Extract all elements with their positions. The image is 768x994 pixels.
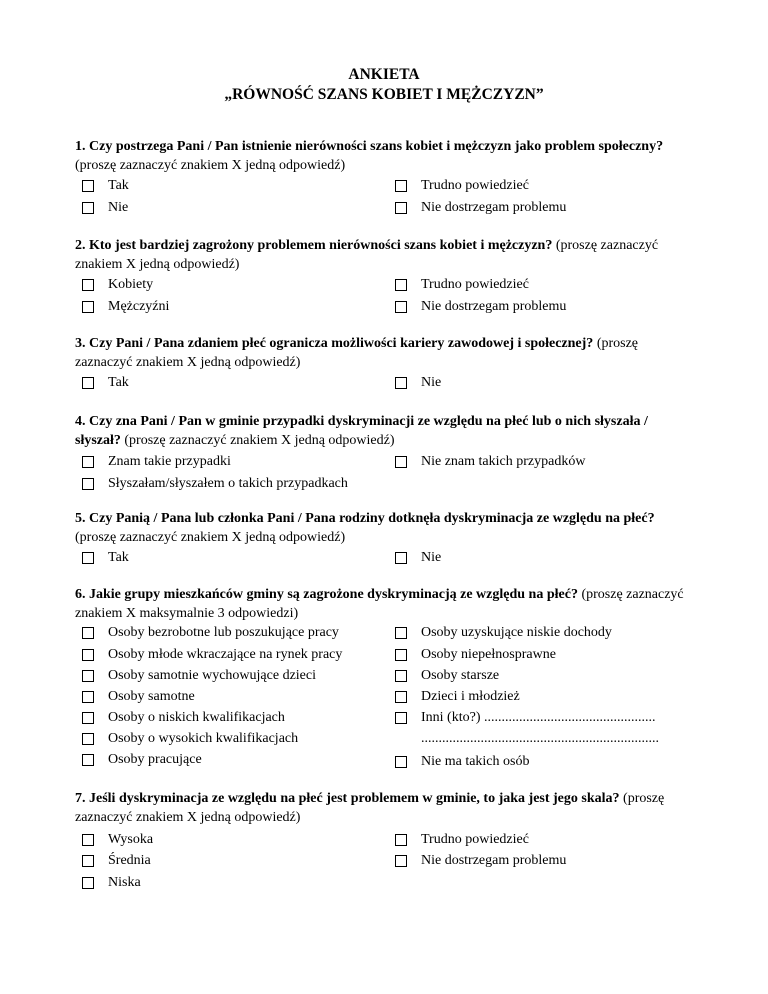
checkbox[interactable] [395,855,407,867]
question-5-text: 5. Czy Panią / Pana lub członka Pani / Pana rodziny dotknęła dyskryminacja ze względu na płeć? [75,511,655,526]
option-q1-nie[interactable] [82,199,128,217]
question-2-note: (proszę zaznaczyć znakiem X jedną odpowiedź) [75,238,659,272]
option-q7-wysoka[interactable] [82,831,153,849]
option-label: Nie [108,200,129,215]
checkbox[interactable] [82,202,94,214]
checkbox[interactable] [395,377,407,389]
checkbox[interactable] [82,478,94,490]
option-q5-tak[interactable] [82,549,129,567]
option-label: Osoby o wysokich kwalifikacjach [108,731,299,746]
checkbox[interactable] [395,649,407,661]
option-label: Tak [108,375,129,390]
option-label: Trudno powiedzieć [421,178,529,193]
option-label: Osoby bezrobotne lub poszukujące pracy [108,625,339,640]
option-label: Niska [108,875,141,890]
option-q6-wysokie-kwalifikacje[interactable] [82,730,298,748]
option-q6-bezrobotne[interactable] [82,624,339,642]
option-label: Osoby młode wkraczające na rynek pracy [108,647,343,662]
checkbox[interactable] [395,301,407,313]
checkbox[interactable] [395,180,407,192]
option-q6-inni[interactable] [395,709,655,727]
checkbox[interactable] [82,627,94,639]
option-q4-znam[interactable] [82,453,231,471]
checkbox[interactable] [82,180,94,192]
option-q3-nie[interactable] [395,374,441,392]
option-label: Osoby samotne [108,689,195,704]
checkbox[interactable] [82,456,94,468]
option-label: Nie dostrzegam problemu [421,299,567,314]
option-label: Inni (kto?) ................................................. [421,710,656,725]
option-q2-trudno[interactable] [395,276,529,294]
question-1-text: 1. Czy postrzega Pani / Pan istnienie nierówności szans kobiet i mężczyzn jako problem społeczny? [75,139,664,154]
option-q1-tak[interactable] [82,177,129,195]
question-1-note: (proszę zaznaczyć znakiem X jedną odpowiedź) [75,158,346,173]
option-q2-kobiety[interactable] [82,276,153,294]
survey-title: ANKIETA [348,66,420,83]
question-7-note: (proszę zaznaczyć znakiem X jedną odpowiedź) [75,791,665,825]
option-q6-samotnie-wychowujace[interactable] [82,667,316,685]
option-q7-srednia[interactable] [82,852,151,870]
option-q6-dzieci[interactable] [395,688,520,706]
option-label: Tak [108,178,129,193]
question-5-note: (proszę zaznaczyć znakiem X jedną odpowiedź) [75,530,346,545]
question-6-note: (proszę zaznaczyć znakiem X maksymalnie 3 odpowiedzi) [75,587,684,621]
question-5 [75,509,695,547]
option-label: Osoby pracujące [108,752,202,767]
option-label: Trudno powiedzieć [421,832,529,847]
checkbox[interactable] [82,855,94,867]
option-label: Wysoka [108,832,154,847]
option-label: Dzieci i młodzież [421,689,520,704]
option-label: Znam takie przypadki [108,454,231,469]
option-label: Kobiety [108,277,154,292]
question-4 [75,412,695,450]
checkbox[interactable] [82,670,94,682]
option-q6-niepelnosprawne[interactable] [395,646,556,664]
question-2-text: 2. Kto jest bardziej zagrożony problemem nierówności szans kobiet i mężczyzn? [75,238,553,253]
option-q6-samotne[interactable] [82,688,195,706]
option-label: Nie znam takich przypadków [421,454,586,469]
option-label: Nie dostrzegam problemu [421,200,567,215]
checkbox[interactable] [395,834,407,846]
option-q2-mezczyzni[interactable] [82,298,169,316]
checkbox[interactable] [82,649,94,661]
option-q3-tak[interactable] [82,374,129,392]
checkbox[interactable] [395,691,407,703]
option-label: Mężczyźni [108,299,170,314]
option-q7-niska[interactable] [82,874,141,892]
checkbox[interactable] [395,456,407,468]
checkbox[interactable] [395,670,407,682]
checkbox[interactable] [82,733,94,745]
option-q6-niskie-dochody[interactable] [395,624,612,642]
checkbox[interactable] [82,377,94,389]
option-label: Średnia [108,853,151,868]
question-3-text: 3. Czy Pani / Pana zdaniem płeć ogranicza możliwości kariery zawodowej i społecznej? [75,336,594,351]
checkbox[interactable] [82,552,94,564]
fill-in-line[interactable]: .................................................................... [421,731,659,746]
checkbox[interactable] [395,552,407,564]
option-q5-nie[interactable] [395,549,441,567]
option-q4-nie-znam[interactable] [395,453,585,471]
option-label: Osoby starsze [421,668,500,683]
option-q6-pracujace[interactable] [82,751,202,769]
option-q7-nie-dostrzegam[interactable] [395,852,566,870]
option-q4-slyszalam[interactable] [82,475,348,493]
option-q6-niskie-kwalifikacje[interactable] [82,709,285,727]
option-q6-nie-ma[interactable] [395,753,529,771]
option-label: Trudno powiedzieć [421,277,529,292]
question-6-text: 6. Jakie grupy mieszkańców gminy są zagrożone dyskryminacją ze względu na płeć? [75,587,578,602]
checkbox[interactable] [82,691,94,703]
option-q1-nie-dostrzegam[interactable] [395,199,566,217]
checkbox[interactable] [395,627,407,639]
question-7 [75,789,695,827]
option-label: Słyszałam/słyszałem o takich przypadkach [108,476,348,491]
option-label: Tak [108,550,129,565]
option-label: Osoby o niskich kwalifikacjach [108,710,285,725]
question-2 [75,236,695,274]
option-label: Osoby niepełnosprawne [421,647,556,662]
option-q2-nie-dostrzegam[interactable] [395,298,566,316]
option-q7-trudno[interactable] [395,831,529,849]
option-label: Nie ma takich osób [421,754,530,769]
question-4-note: (proszę zaznaczyć znakiem X jedną odpowiedź) [120,433,395,448]
option-q1-trudno[interactable] [395,177,529,195]
option-label: Nie dostrzegam problemu [421,853,567,868]
option-q6-starsze[interactable] [395,667,499,685]
option-q6-mlode[interactable] [82,646,342,664]
option-label: Osoby samotnie wychowujące dzieci [108,668,316,683]
checkbox[interactable] [82,877,94,889]
question-3-note: (proszę zaznaczyć znakiem X jedną odpowiedź) [75,336,639,370]
checkbox[interactable] [82,834,94,846]
checkbox[interactable] [82,712,94,724]
question-3 [75,334,695,372]
checkbox[interactable] [82,754,94,766]
question-1 [75,137,695,175]
checkbox[interactable] [82,279,94,291]
question-6 [75,585,695,623]
checkbox[interactable] [82,301,94,313]
checkbox[interactable] [395,279,407,291]
survey-subtitle: „RÓWNOŚĆ SZANS KOBIET I MĘŻCZYZN” [224,86,544,103]
checkbox[interactable] [395,712,407,724]
option-label: Nie [421,550,442,565]
checkbox[interactable] [395,756,407,768]
checkbox[interactable] [395,202,407,214]
question-7-text: 7. Jeśli dyskryminacja ze względu na płeć jest problemem w gminie, to jaka jest jego skala? [75,791,620,806]
option-label: Nie [421,375,442,390]
question-4-text: 4. Czy zna Pani / Pan w gminie przypadki dyskryminacji ze względu na płeć lub o nich słyszała / słyszał? [75,414,648,448]
option-label: Osoby uzyskujące niskie dochody [421,625,612,640]
